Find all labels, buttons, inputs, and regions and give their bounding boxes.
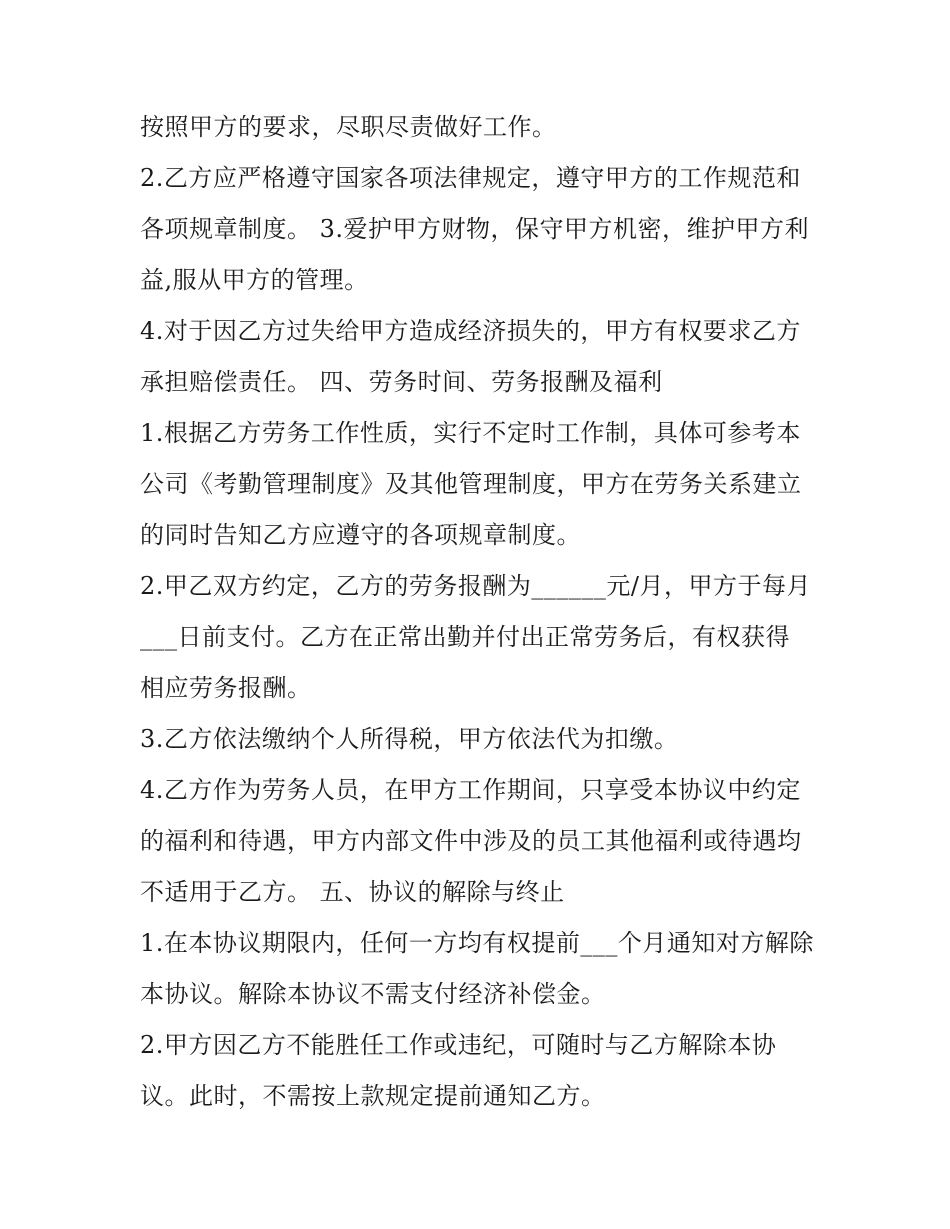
text-line: 4.对于因乙方过失给甲方造成经济损失的，甲方有权要求乙方 xyxy=(140,317,801,345)
text-line: 1.根据乙方劳务工作性质，实行不定时工作制，具体可参考本 xyxy=(140,419,801,447)
text-line: 3.乙方依法缴纳个人所得税，甲方依法代为扣缴。 xyxy=(140,725,679,753)
text-line: 议。此时，不需按上款规定提前通知乙方。 xyxy=(140,1082,606,1110)
text-line: 的福利和待遇，甲方内部文件中涉及的员工其他福利或待遇均 xyxy=(140,827,802,855)
text-line: 本协议。解除本协议不需支付经济补偿金。 xyxy=(140,980,606,1008)
text-line: 的同时告知乙方应遵守的各项规章制度。 xyxy=(140,521,581,549)
text-line: 4.乙方作为劳务人员，在甲方工作期间，只享受本协议中约定 xyxy=(140,776,801,804)
text-line: 1.在本协议期限内，任何一方均有权提前___个月通知对方解除 xyxy=(140,929,814,957)
text-line: ___日前支付。乙方在正常出勤并付出正常劳务后，有权获得 xyxy=(140,623,790,651)
text-line: 按照甲方的要求，尽职尽责做好工作。 xyxy=(140,113,557,141)
text-line: 承担赔偿责任。 四、劳务时间、劳务报酬及福利 xyxy=(140,368,663,396)
text-line: 2.乙方应严格遵守国家各项法律规定，遵守甲方的工作规范和 xyxy=(140,164,801,192)
text-line: 2.甲乙双方约定，乙方的劳务报酬为______元/月，甲方于每月 xyxy=(140,572,811,600)
text-line: 不适用于乙方。 五、协议的解除与终止 xyxy=(140,878,565,906)
text-line: 2.甲方因乙方不能胜任工作或违纪，可随时与乙方解除本协 xyxy=(140,1031,777,1059)
document-body xyxy=(140,102,820,1122)
text-line: 益,服从甲方的管理。 xyxy=(140,266,369,294)
text-line: 相应劳务报酬。 xyxy=(140,674,312,702)
text-line: 公司《考勤管理制度》及其他管理制度，甲方在劳务关系建立 xyxy=(140,470,802,498)
text-line: 各项规章制度。 3.爱护甲方财物，保守甲方机密，维护甲方利 xyxy=(140,215,810,243)
